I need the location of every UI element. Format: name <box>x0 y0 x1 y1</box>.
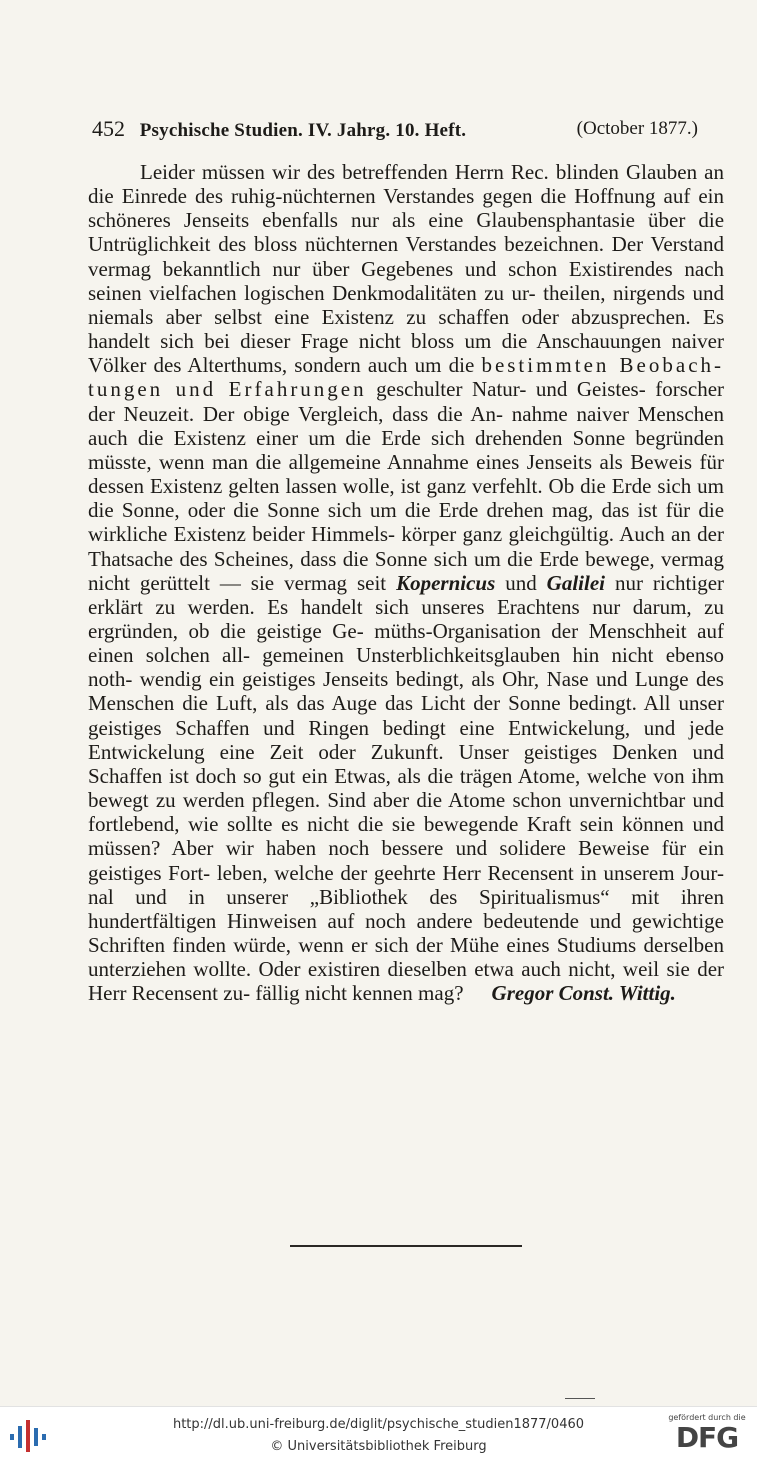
text-line: theilen, nirgends und niemals aber selbst eine Existenz zu <box>88 280 724 329</box>
text-line: Lunge des Menschen die Luft, als das Auge das Licht der <box>88 667 724 716</box>
text-line: Scheines, dass die Sonne sich um die Erde bewege, vermag <box>213 546 725 571</box>
text-line: Leider müssen wir des betreffenden Herrn Rec. blinden <box>140 160 619 184</box>
text-line: Glauben an die Einrede des ruhig-nüchternen Verstandes <box>88 160 724 209</box>
dfg-logo[interactable] <box>665 1413 749 1459</box>
name-kopernicus: Kopernicus <box>396 570 496 595</box>
author-signature: Gregor Const. Wittig. <box>491 981 676 1006</box>
text-line: noch bessere und solidere Beweise für ein geistiges Fort- <box>88 836 724 885</box>
text-line: nicht gerüttelt — sie vermag seit <box>88 570 397 595</box>
text-line: hundertfältigen Hinweisen auf noch andere bedeutende und <box>88 908 622 933</box>
emphasized-text: tungen und Erfahrungen <box>88 377 367 402</box>
text-line: die allgemeine Annahme eines Jenseits als Beweis für dessen <box>88 449 725 499</box>
text-line: Alterthums, sondern auch um die <box>187 353 482 378</box>
text-line: leben, welche der geehrte Herr Recensent in unserem Jour- <box>216 860 724 885</box>
text-line: nal und in unserer „Bibliothek des Spiritualismus“ mit ihren <box>88 884 724 909</box>
copyright-notice: © Universitätsbibliothek Freiburg <box>270 1439 487 1454</box>
text-line: Erde sich drehenden Sonne begründen müsste, wenn man <box>88 425 724 474</box>
text-line: bewegende Kraft sein können und müssen? Aber wir haben <box>88 812 725 861</box>
name-galilei: Galilei <box>546 570 605 595</box>
text-line: forscher der Neuzeit. Der obige Vergleich, dass die An- <box>88 377 725 426</box>
text-line: wendig ein geistiges Jenseits bedingt, als Ohr, Nase und <box>139 667 628 692</box>
text-line: unvernichtbar und fortlebend, wie sollte es nicht die sie <box>88 788 724 837</box>
text-line: nur richtiger erklärt zu werden. Es handelt sich unseres <box>88 570 725 619</box>
text-line: oder Zukunft. Unser geistiges Denken und Schaffen ist <box>88 739 725 788</box>
text-line: Sonne bedingt. All unser geistiges Schaffen und Ringen <box>88 691 724 740</box>
page-number: 452 <box>92 116 125 141</box>
text-line: und <box>495 570 547 595</box>
text-line: Erachtens nur darum, zu ergründen, ob die geistige Ge- <box>88 594 724 643</box>
text-line: dieselben etwa auch nicht, weil sie der Herr Recensent zu- <box>88 957 725 1006</box>
text-line: gewichtige Schriften finden würde, wenn er sich der Mühe <box>88 908 725 957</box>
text-line: Existenz gelten lassen wolle, ist ganz verfehlt. Ob die Erde <box>149 474 652 499</box>
text-line: gegen die Hoffnung auf ein schöneres Jenseits ebenfalls nur <box>88 184 725 233</box>
dfg-caption: gefördert durch die <box>668 1413 746 1422</box>
emphasized-text: bestimmten Beobach- <box>481 353 725 378</box>
text-line: ihm bewegt zu werden pflegen. Sind aber die Atome schon <box>88 763 725 813</box>
text-line: als eine Glaubensphantasie über die Untrüglichkeit des bloss <box>88 208 725 257</box>
text-line: nüchternen Verstandes bezeichnen. Der Verstand vermag <box>88 232 725 281</box>
dfg-logo-icon: DFG <box>675 1421 739 1454</box>
text-line: mag, das ist für die wirkliche Existenz beider Himmels- <box>88 498 725 547</box>
running-title: Psychische Studien. IV. Jahrg. 10. Heft. <box>139 120 467 141</box>
page-header <box>92 116 698 142</box>
text-line: nahme naiver Menschen auch die Existenz einer um die <box>88 401 724 450</box>
end-rule <box>290 1245 522 1247</box>
text-line: schaffen oder abzusprechen. Es handelt sich bei dieser <box>88 304 725 354</box>
source-url-link[interactable]: http://dl.ub.uni-freiburg.de/diglit/psychische_studien1877/0460 <box>172 1417 585 1432</box>
text-line: fällig nicht kennen mag? <box>255 981 464 1006</box>
text-line: gemeinen Unsterblichkeitsglauben hin nicht ebenso noth- <box>88 643 725 692</box>
text-line: körper ganz gleichgültig. Auch an der Thatsache des <box>88 522 724 571</box>
text-line: doch so gut ein Etwas, als die trägen Atome, welche von <box>195 763 685 788</box>
text-line: sich um die Sonne, oder die Sonne sich um die Erde drehen <box>88 474 725 523</box>
text-line: müths-Organisation der Menschheit auf einen solchen all- <box>88 618 724 668</box>
text-line: geschulter Natur- und Geistes- <box>366 377 646 402</box>
issue-date: (October 1877.) <box>576 118 698 139</box>
paragraph <box>88 160 724 1005</box>
text-line: bekanntlich nur über Gegebenes und schon Existirendes <box>162 256 673 281</box>
text-line: Frage nicht bloss um die Anschauungen naiver Völker des <box>88 329 724 378</box>
text-line: nach seinen vielfachen logischen Denkmodalitäten zu ur- <box>88 256 725 305</box>
text-line: eines Studiums derselben unterziehen wollte. Oder existiren <box>88 933 725 982</box>
viewer-footer <box>0 1406 757 1463</box>
text-line: bedingt eine Entwickelung, und jede Entwickelung eine Zeit <box>88 715 724 764</box>
article-text <box>88 160 724 1005</box>
scan-mark <box>565 1398 595 1399</box>
